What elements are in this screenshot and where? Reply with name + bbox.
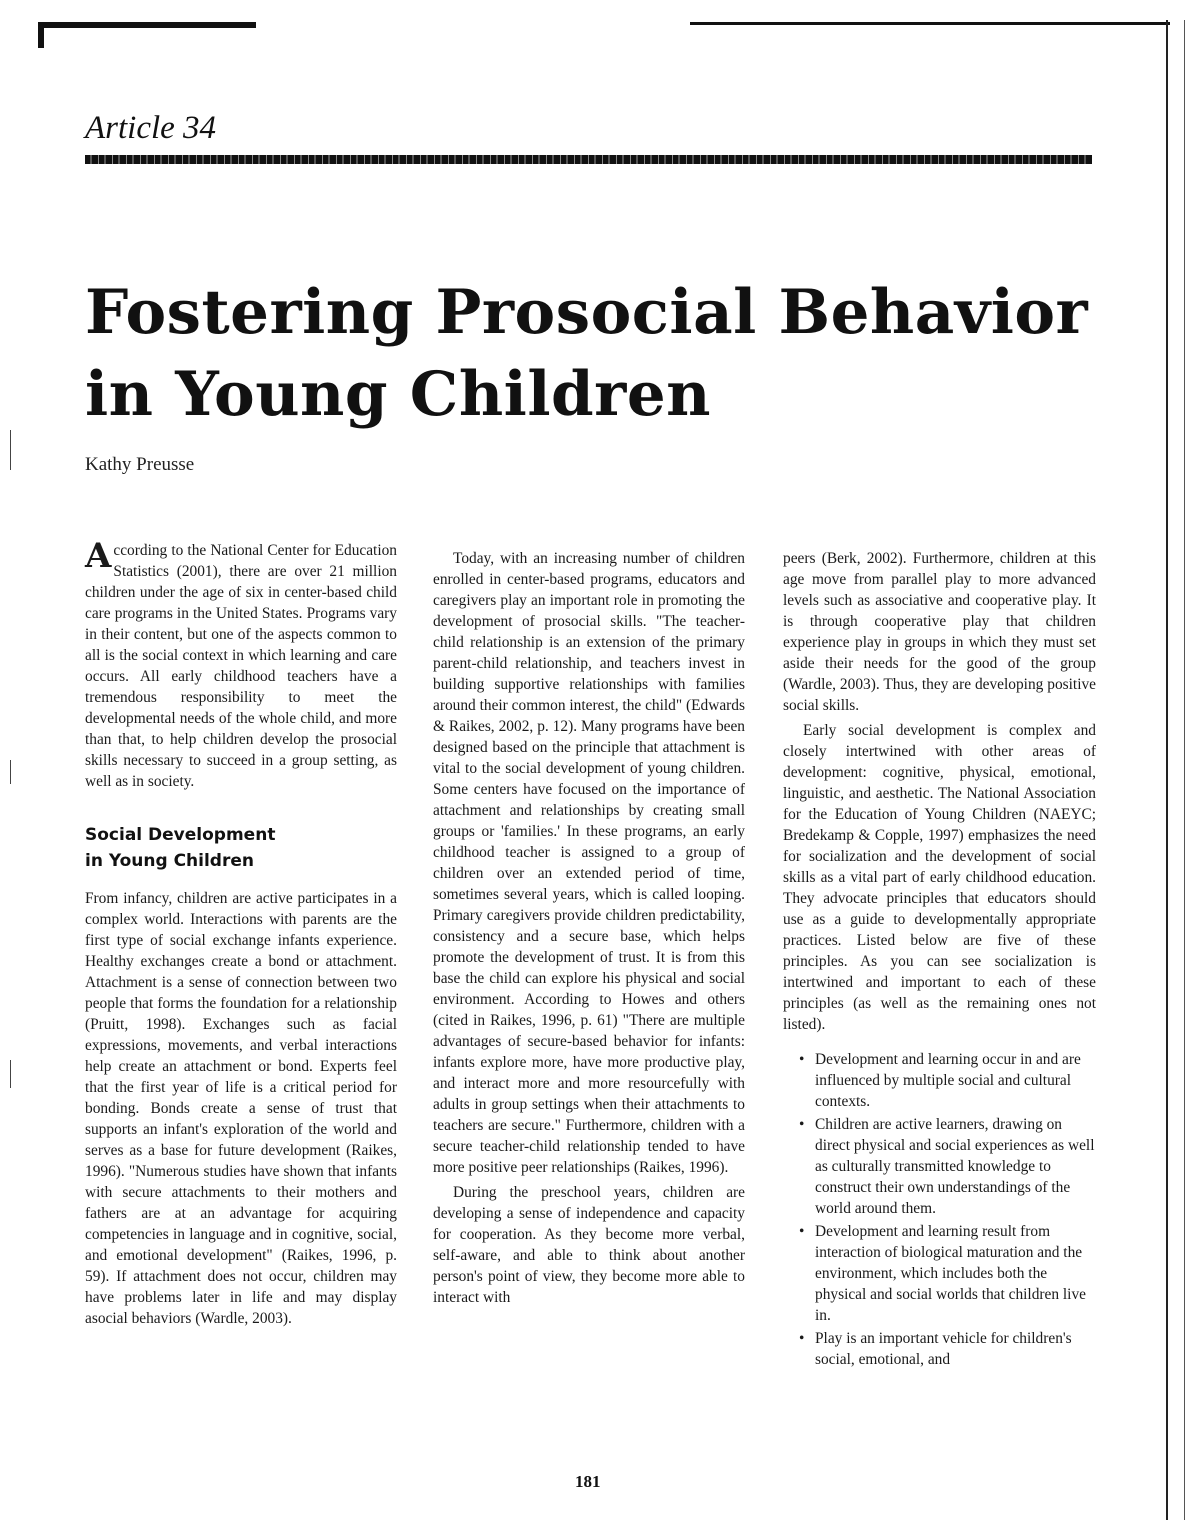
section-heading-line-2: in Young Children [85, 851, 254, 871]
text-column-2 [433, 548, 745, 1308]
section-heading-line-1: Social Development [85, 825, 276, 845]
body-paragraph: From infancy, children are active participates in a complex world. Interactions with parents are the first type of social exchange infants experience. Healthy exchanges create a bond or attachment. Attachment is a sense of connection between two people that forms the foundation for a relationship (Pruitt, 1998). Exchanges such as facial expressions, movements, and verbal interactions help create an attachment or bond. Experts feel that the first year of life is a critical period for bonding. Bonds create a sense of trust that supports an infant's exploration of the world and serves as a base for future development (Raikes, 1996). "Numerous studies have shown that infants with secure attachments to their mothers and fathers are at an advantage for acquiring competencies in language and in cognitive, social, and emotional development" (Raikes, 1996, p. 59). If attachment does not occur, children may have problems later in life and may display asocial behaviors (Wardle, 2003). [85, 890, 397, 1327]
intro-text: ccording to the National Center for Education Statistics (2001), there are over 21 million children under the age of six in center-based child care programs in the United States. Programs vary in their content, but one of the aspects common to all is the social context in which learning and care occurs. All early childhood teachers have a tremendous responsibility to meet the developmental needs of the whole child, and more than that, to help children develop the prosocial skills necessary to succeed in a group setting, as well as in society. [85, 542, 397, 790]
body-paragraph: Today, with an increasing number of children enrolled in center-based programs, educators and caregivers play an important role in promoting the development of prosocial skills. "The teacher-child relationship is an extension of the primary parent-child relationship, and teachers invest in building supportive relationships with families around their common interest, the child" (Edwards & Raikes, 2002, p. 12). Many programs have been designed based on the principle that attachment is vital to the social development of young children. Some centers have focused on the importance of attachment and relationships by creating small groups or 'families.' In these programs, an early childhood teacher is assigned to a group of children over an extended period of time, sometimes several years, which is called looping. Primary caregivers provide children predictability, consistency and a secure base, which helps promote the development of trust. It is from this base the child can explore his physical and social environment. According to Howes and others (cited in Raikes, 1996, p. 61) "There are multiple advantages of secure-based behavior for infants: infants explore more, have more productive play, and interact more and more resourcefully with adults in group settings when their attachments to teachers are secure." Furthermore, children with a secure teacher-child relationship tended to have more positive peer relationships (Raikes, 1996). [433, 550, 745, 1176]
list-item: • Play is an important vehicle for children's social, emotional, and [815, 1328, 1096, 1370]
body-paragraph: During the preschool years, children are developing a sense of independence and capacity for cooperation. As they become more verbal, self-aware, and able to think about another person's point of view, they become more able to interact with [433, 1184, 745, 1306]
body-paragraph: Early social development is complex and closely intertwined with other areas of development: cognitive, physical, emotional, linguistic, and aesthetic. The National Association for the Education of Young Children (NAEYC; Bredekamp & Copple, 1997) emphasizes the need for socialization and the development of social skills as a vital part of early childhood education. They advocate principles that educators should use as a guide to developmentally appropriate practices. Listed below are five of these principles. As you can see socialization is intertwined and important to each of these principles (as well as the remaining ones not listed). [783, 722, 1096, 1033]
list-item: • Development and learning result from interaction of biological maturation and the environment, which includes both the physical and social worlds that children live in. [815, 1221, 1096, 1326]
scan-mark-left [10, 430, 11, 470]
scan-border-right [1166, 20, 1168, 1520]
list-item: • Children are active learners, drawing on direct physical and social experiences as well as culturally transmitted knowledge to construct their own understandings of the world around them. [815, 1114, 1096, 1219]
scan-border-top-right [690, 22, 1170, 25]
text-column-3 [783, 548, 1096, 1372]
text-column-1 [85, 536, 397, 1329]
scan-mark-left [10, 760, 11, 784]
scan-border-right-inner [1184, 20, 1185, 1520]
article-title [85, 272, 1095, 436]
intro-paragraph [85, 536, 397, 792]
page-number: 181 [575, 1472, 601, 1491]
body-paragraph: peers (Berk, 2002). Furthermore, children at this age move from parallel play to more advanced levels such as associative and cooperative play. It is through cooperative play that children experience play in groups in which they must set aside their needs for the good of the group (Wardle, 2003). Thus, they are developing positive social skills. [783, 550, 1096, 714]
list-item: • Development and learning occur in and are influenced by multiple social and cultural contexts. [815, 1049, 1096, 1112]
scan-border-top-left [38, 22, 256, 28]
title-line-1: Fostering Prosocial Behavior [85, 277, 1089, 348]
section-heading [85, 822, 397, 874]
article-label: Article 34 [85, 110, 217, 146]
drop-cap: A [85, 536, 112, 576]
principles-list [783, 1049, 1096, 1370]
scan-border-corner [38, 22, 44, 48]
scan-mark-left [10, 1060, 11, 1088]
header-rule [85, 155, 1092, 164]
author-name: Kathy Preusse [85, 454, 195, 475]
title-line-2: in Young Children [85, 359, 711, 430]
